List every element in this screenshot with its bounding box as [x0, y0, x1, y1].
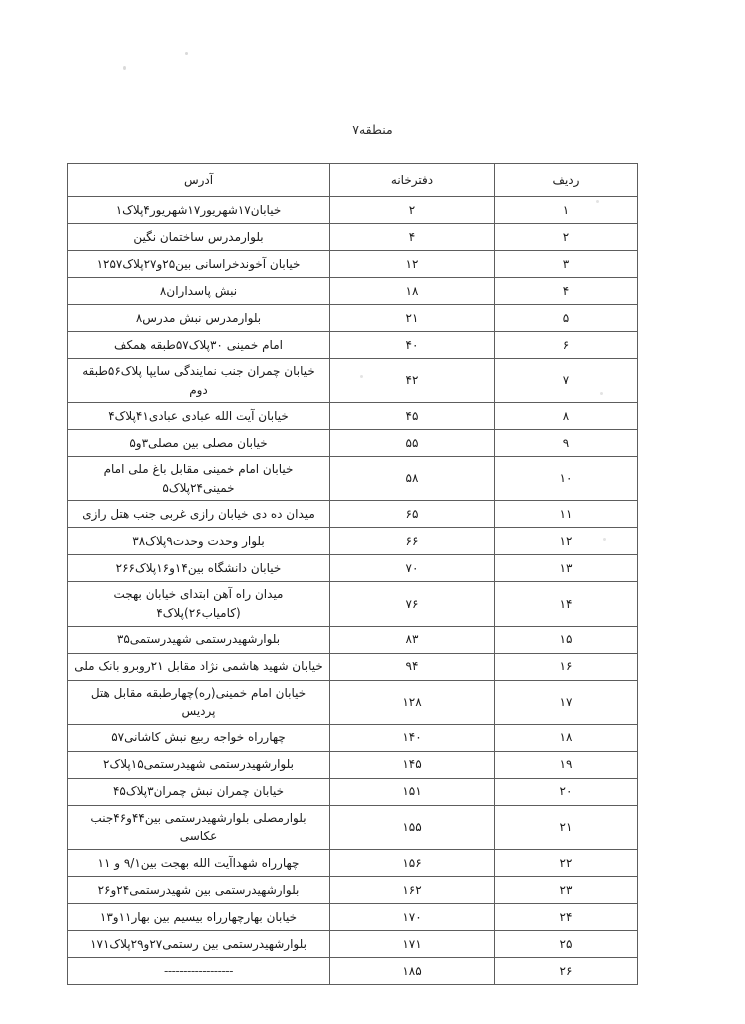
table-row [68, 403, 638, 430]
column-header-office: دفترخانه [330, 164, 495, 197]
cell-row-number: ۸ [495, 403, 638, 430]
address-line: بلوارشهیدرستمی بین رستمی۲۷و۲۹پلاک۱۷۱ [90, 936, 307, 951]
column-header-row-number: ردیف [495, 164, 638, 197]
cell-office-number: ۹۴ [330, 653, 495, 680]
cell-address [68, 403, 330, 430]
table-row [68, 332, 638, 359]
cell-row-number: ۹ [495, 430, 638, 457]
cell-office-number: ۱۷۱ [330, 930, 495, 957]
cell-address [68, 197, 330, 224]
cell-row-number: ۲۳ [495, 876, 638, 903]
cell-office-number: ۸۳ [330, 626, 495, 653]
page-title: منطقه۷ [352, 122, 393, 137]
address-line: خیابان امام خمینی مقابل باغ ملی امام خمینی۲۴پلاک۵ [103, 462, 294, 495]
cell-address [68, 251, 330, 278]
cell-office-number: ۱۵۵ [330, 805, 495, 849]
cell-row-number: ۶ [495, 332, 638, 359]
cell-office-number: ۱۸ [330, 278, 495, 305]
cell-row-number: ۱۰ [495, 457, 638, 501]
table-row [68, 501, 638, 528]
address-line: خیابان۱۷شهریور۱۷شهریور۴پلاک۱ [115, 202, 282, 217]
cell-office-number: ۲۱ [330, 305, 495, 332]
cell-row-number: ۱۲ [495, 528, 638, 555]
address-line: امام خمینی ۳۰پلاک۵۷طبقه همکف [114, 337, 283, 352]
address-line: بلوارشهیدرستمی بین شهیدرستمی۲۴و۲۶ [97, 882, 300, 897]
table-row [68, 930, 638, 957]
address-line: خیابان امام خمینی(ره)چهارطبقه مقابل هتل پردیس [90, 685, 307, 719]
address-line: بلوارمدرس نبش مدرس۸ [135, 310, 262, 325]
cell-address [68, 680, 330, 724]
cell-row-number: ۲۲ [495, 849, 638, 876]
cell-row-number: ۲۴ [495, 903, 638, 930]
cell-row-number: ۱۶ [495, 653, 638, 680]
notary-address-table [67, 163, 638, 985]
cell-row-number: ۱۴ [495, 582, 638, 626]
cell-address [68, 430, 330, 457]
address-line: چهارراه شهداآیت الله بهجت بین۹/۱ و ۱۱ [97, 855, 300, 870]
cell-office-number: ۱۴۰ [330, 724, 495, 751]
table-row [68, 903, 638, 930]
table-header-row [68, 164, 638, 197]
address-line: خیابان بهارچهارراه بیسیم بین بهار۱۱و۱۳ [99, 909, 298, 924]
address-line: بلوارشهیدرستمی شهیدرستمی۱۵پلاک۲ [103, 757, 294, 772]
address-line: خیابان شهید هاشمی نژاد مقابل ۲۱روبرو بانک ملی [74, 659, 323, 674]
cell-row-number: ۲۵ [495, 930, 638, 957]
cell-row-number: ۲۱ [495, 805, 638, 849]
address-line: خیابان آخوندخراسانی بین۲۵و۲۷پلاک۱۲۵۷ [96, 256, 301, 271]
cell-row-number: ۱۳ [495, 555, 638, 582]
table-row [68, 751, 638, 778]
table-row [68, 359, 638, 403]
cell-office-number: ۷۰ [330, 555, 495, 582]
cell-row-number: ۱۱ [495, 501, 638, 528]
cell-row-number: ۱۷ [495, 680, 638, 724]
cell-office-number: ۱۲۸ [330, 680, 495, 724]
address-line: بلوارشهیدرستمی شهیدرستمی۳۵ [116, 632, 281, 647]
cell-office-number: ۱۴۵ [330, 751, 495, 778]
address-line: خیابان چمران نبش چمران۳پلاک۴۵ [112, 784, 285, 799]
cell-office-number: ۴۰ [330, 332, 495, 359]
cell-row-number: ۱۹ [495, 751, 638, 778]
cell-address [68, 278, 330, 305]
cell-address [68, 305, 330, 332]
table-header [68, 164, 638, 197]
cell-address [68, 653, 330, 680]
cell-office-number: ۱۵۶ [330, 849, 495, 876]
table-row [68, 251, 638, 278]
cell-office-number: ۲ [330, 197, 495, 224]
cell-row-number: ۵ [495, 305, 638, 332]
table-row [68, 680, 638, 724]
cell-address [68, 224, 330, 251]
cell-row-number: ۱۵ [495, 626, 638, 653]
cell-address [68, 903, 330, 930]
address-line: بلوار وحدت وحدت۹پلاک۳۸ [132, 534, 265, 549]
table-row [68, 224, 638, 251]
cell-office-number: ۶۵ [330, 501, 495, 528]
column-header-address: آدرس [68, 164, 330, 197]
scan-artifact [185, 52, 188, 55]
scan-artifact [123, 66, 126, 70]
address-line: بلوارمصلی بلوارشهیدرستمی بین۴۴و۴۶جنب عکاسی [90, 810, 307, 844]
cell-office-number: ۷۶ [330, 582, 495, 626]
address-line: بلوارمدرس ساختمان نگین [133, 229, 264, 244]
address-line: ------------------ [164, 963, 233, 978]
cell-office-number: ۱۵۱ [330, 778, 495, 805]
cell-office-number: ۵۸ [330, 457, 495, 501]
cell-address [68, 751, 330, 778]
address-line: خیابان چمران جنب نمایندگی سایپا پلاک۵۶طبقه دوم [82, 364, 315, 397]
cell-row-number: ۲۰ [495, 778, 638, 805]
address-line: میدان راه آهن ابتدای خیابان بهجت [113, 587, 284, 602]
table-row [68, 778, 638, 805]
table-row [68, 582, 638, 626]
cell-row-number: ۳ [495, 251, 638, 278]
cell-office-number: ۴ [330, 224, 495, 251]
address-line: خیابان آیت الله عبادی عبادی۴۱پلاک۴ [108, 408, 289, 423]
cell-office-number: ۴۵ [330, 403, 495, 430]
table-row [68, 457, 638, 501]
table-row [68, 653, 638, 680]
cell-office-number: ۵۵ [330, 430, 495, 457]
cell-address [68, 724, 330, 751]
table-row [68, 555, 638, 582]
cell-address [68, 957, 330, 984]
table-row [68, 305, 638, 332]
cell-address [68, 930, 330, 957]
table-row [68, 805, 638, 849]
cell-office-number: ۱۲ [330, 251, 495, 278]
cell-address [68, 457, 330, 501]
cell-address [68, 626, 330, 653]
address-line: (کامیاب۲۶)پلاک۴ [156, 605, 241, 620]
cell-address [68, 359, 330, 403]
table-row [68, 876, 638, 903]
cell-address [68, 582, 330, 626]
cell-address [68, 501, 330, 528]
address-line: میدان ده دی خیابان رازی غربی جنب هتل رازی [82, 507, 315, 522]
cell-row-number: ۱۸ [495, 724, 638, 751]
address-line: خیابان دانشگاه بین۱۴و۱۶پلاک۲۶۶ [115, 561, 282, 576]
table-row [68, 626, 638, 653]
cell-address [68, 528, 330, 555]
table-row [68, 528, 638, 555]
table-row [68, 278, 638, 305]
cell-row-number: ۲ [495, 224, 638, 251]
cell-address [68, 849, 330, 876]
address-line: خیابان مصلی بین مصلی۳و۵ [129, 435, 268, 450]
table-row [68, 724, 638, 751]
cell-row-number: ۷ [495, 359, 638, 403]
cell-office-number: ۱۷۰ [330, 903, 495, 930]
table-row [68, 957, 638, 984]
address-line: نبش پاسداران۸ [159, 283, 238, 298]
cell-office-number: ۶۶ [330, 528, 495, 555]
cell-row-number: ۴ [495, 278, 638, 305]
table-body [68, 197, 638, 985]
cell-office-number: ۴۲ [330, 359, 495, 403]
cell-row-number: ۱ [495, 197, 638, 224]
cell-address [68, 876, 330, 903]
table-row [68, 849, 638, 876]
table-row [68, 197, 638, 224]
cell-address [68, 555, 330, 582]
cell-row-number: ۲۶ [495, 957, 638, 984]
cell-address [68, 332, 330, 359]
address-line: چهارراه خواجه ربیع نبش کاشانی۵۷ [111, 730, 286, 745]
cell-address [68, 778, 330, 805]
cell-office-number: ۱۸۵ [330, 957, 495, 984]
cell-address [68, 805, 330, 849]
cell-office-number: ۱۶۲ [330, 876, 495, 903]
address-table-container [68, 163, 638, 985]
table-row [68, 430, 638, 457]
